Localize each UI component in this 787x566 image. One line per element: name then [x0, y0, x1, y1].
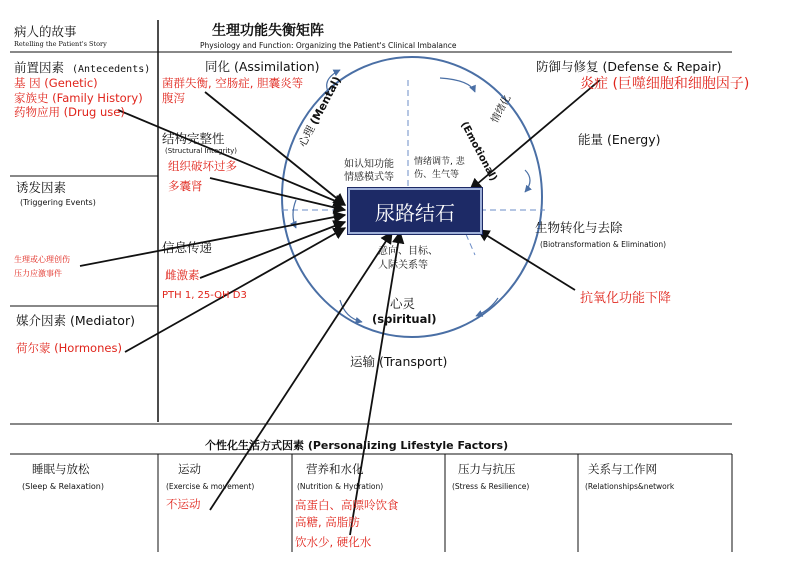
- mental-label: 心理(Mental): [295, 74, 344, 150]
- lifestyle-stress-label: 压力与抗压: [458, 462, 516, 476]
- mediator-item-hormones: 荷尔蒙 (Hormones): [16, 341, 122, 355]
- left-panel-subtitle: Retelling the Patient's Story: [14, 40, 107, 48]
- lifestyle-nutrition-finding-3: 饮水少, 硬化水: [295, 535, 372, 549]
- structural-label-en: (Structural Integrity): [165, 147, 238, 155]
- lifestyle-nutrition-finding-2: 高糖, 高脂肪: [295, 515, 360, 529]
- left-panel-title: 病人的故事: [14, 24, 77, 39]
- structural-label: 结构完整性: [162, 131, 225, 146]
- emotional-text-1: 情绪调节, 悲: [414, 157, 465, 167]
- triggering-item-stress: 压力应激事件: [14, 269, 62, 278]
- arrow-exercise: [210, 232, 392, 510]
- matrix-subtitle: Physiology and Function: Organizing the Patient's Clinical Imbalance: [200, 41, 457, 50]
- transport-label: 运输 (Transport): [350, 354, 448, 369]
- biotransformation-label: 生物转化与去除: [535, 220, 623, 235]
- communication-finding-2: PTH 1, 25-OH D3: [162, 290, 247, 301]
- spiritual-text-2: 人际关系等: [378, 260, 428, 271]
- lifestyle-sleep-label: 睡眠与放松: [32, 462, 90, 476]
- assimilation-finding-1: 菌群失衡, 空肠症, 胆囊炎等: [162, 76, 304, 90]
- defense-finding: 炎症 (巨噬细胞和细胞因子): [580, 76, 750, 92]
- defense-label: 防御与修复 (Defense & Repair): [536, 59, 722, 74]
- arrow-biotransformation: [478, 230, 575, 290]
- antecedent-item-drug-use: 药物应用 (Drug use): [14, 105, 125, 119]
- emotional-label-cn: 情绪化: [489, 93, 514, 126]
- lifestyle-exercise-finding: 不运动: [166, 497, 201, 511]
- mental-text-2: 情感模式等: [344, 172, 394, 183]
- spiritual-label-en: (spiritual): [372, 312, 437, 326]
- triggering-label: 诱发因素: [16, 180, 67, 195]
- lifestyle-exercise-label-en: (Exercise & movement): [166, 482, 255, 491]
- triggering-item-trauma: 生理或心理创伤: [14, 255, 70, 264]
- mediator-label: 媒介因素 (Mediator): [16, 313, 135, 328]
- center-condition-box: 尿路结石: [348, 188, 482, 234]
- antecedent-item-genetic: 基 因 (Genetic): [14, 76, 98, 90]
- structural-finding-2: 多囊肾: [168, 179, 203, 193]
- biotransformation-finding: 抗氧化功能下降: [580, 291, 672, 306]
- lifestyle-stress-label-en: (Stress & Resilience): [452, 482, 530, 491]
- assimilation-finding-2: 腹泻: [162, 91, 185, 105]
- biotransformation-label-en: (Biotransformation & Elimination): [540, 240, 667, 249]
- arrow-triggering: [80, 215, 345, 266]
- communication-finding-1: 雌激素: [165, 268, 200, 282]
- lifestyle-sleep-label-en: (Sleep & Relaxation): [22, 482, 104, 491]
- triggering-label-en: (Triggering Events): [20, 198, 96, 207]
- spiritual-label: 心灵: [390, 296, 416, 311]
- matrix-title: 生理功能失衡矩阵: [212, 23, 324, 39]
- cycle-arrow-5: [340, 300, 362, 322]
- mental-text-1: 如认知功能: [344, 159, 394, 170]
- energy-label: 能量 (Energy): [578, 132, 661, 147]
- lifestyle-title: 个性化生活方式因素 (Personalizing Lifestyle Factors): [205, 439, 509, 452]
- emotional-label: (Emotional): [458, 120, 499, 184]
- spiritual-text-1: 意向、目标、: [378, 246, 438, 257]
- lifestyle-nutrition-finding-1: 高蛋白、高嘌呤饮食: [295, 498, 399, 512]
- lifestyle-nutrition-label: 营养和水化: [306, 462, 364, 476]
- cycle-arrow-4: [476, 298, 498, 316]
- lifestyle-nutrition-label-en: (Nutrition & Hydration): [297, 482, 384, 491]
- assimilation-label: 同化 (Assimilation): [205, 59, 320, 74]
- emotional-text-2: 伤、生气等: [414, 170, 460, 180]
- lifestyle-exercise-label: 运动: [178, 462, 201, 476]
- lifestyle-relationships-label-en: (Relationships&network: [585, 482, 675, 491]
- cycle-arrow-2: [440, 78, 475, 92]
- arrow-structural: [210, 178, 345, 210]
- communication-label: 信息传递: [162, 240, 213, 255]
- lifestyle-relationships-label: 关系与工作网: [588, 462, 657, 476]
- cycle-arrow-3: [525, 170, 530, 192]
- antecedents-label: 前置因素 (Antecedents): [14, 60, 151, 75]
- antecedent-item-family-history: 家族史 (Family History): [14, 91, 143, 105]
- structural-finding-1: 组织破坏过多: [168, 159, 237, 173]
